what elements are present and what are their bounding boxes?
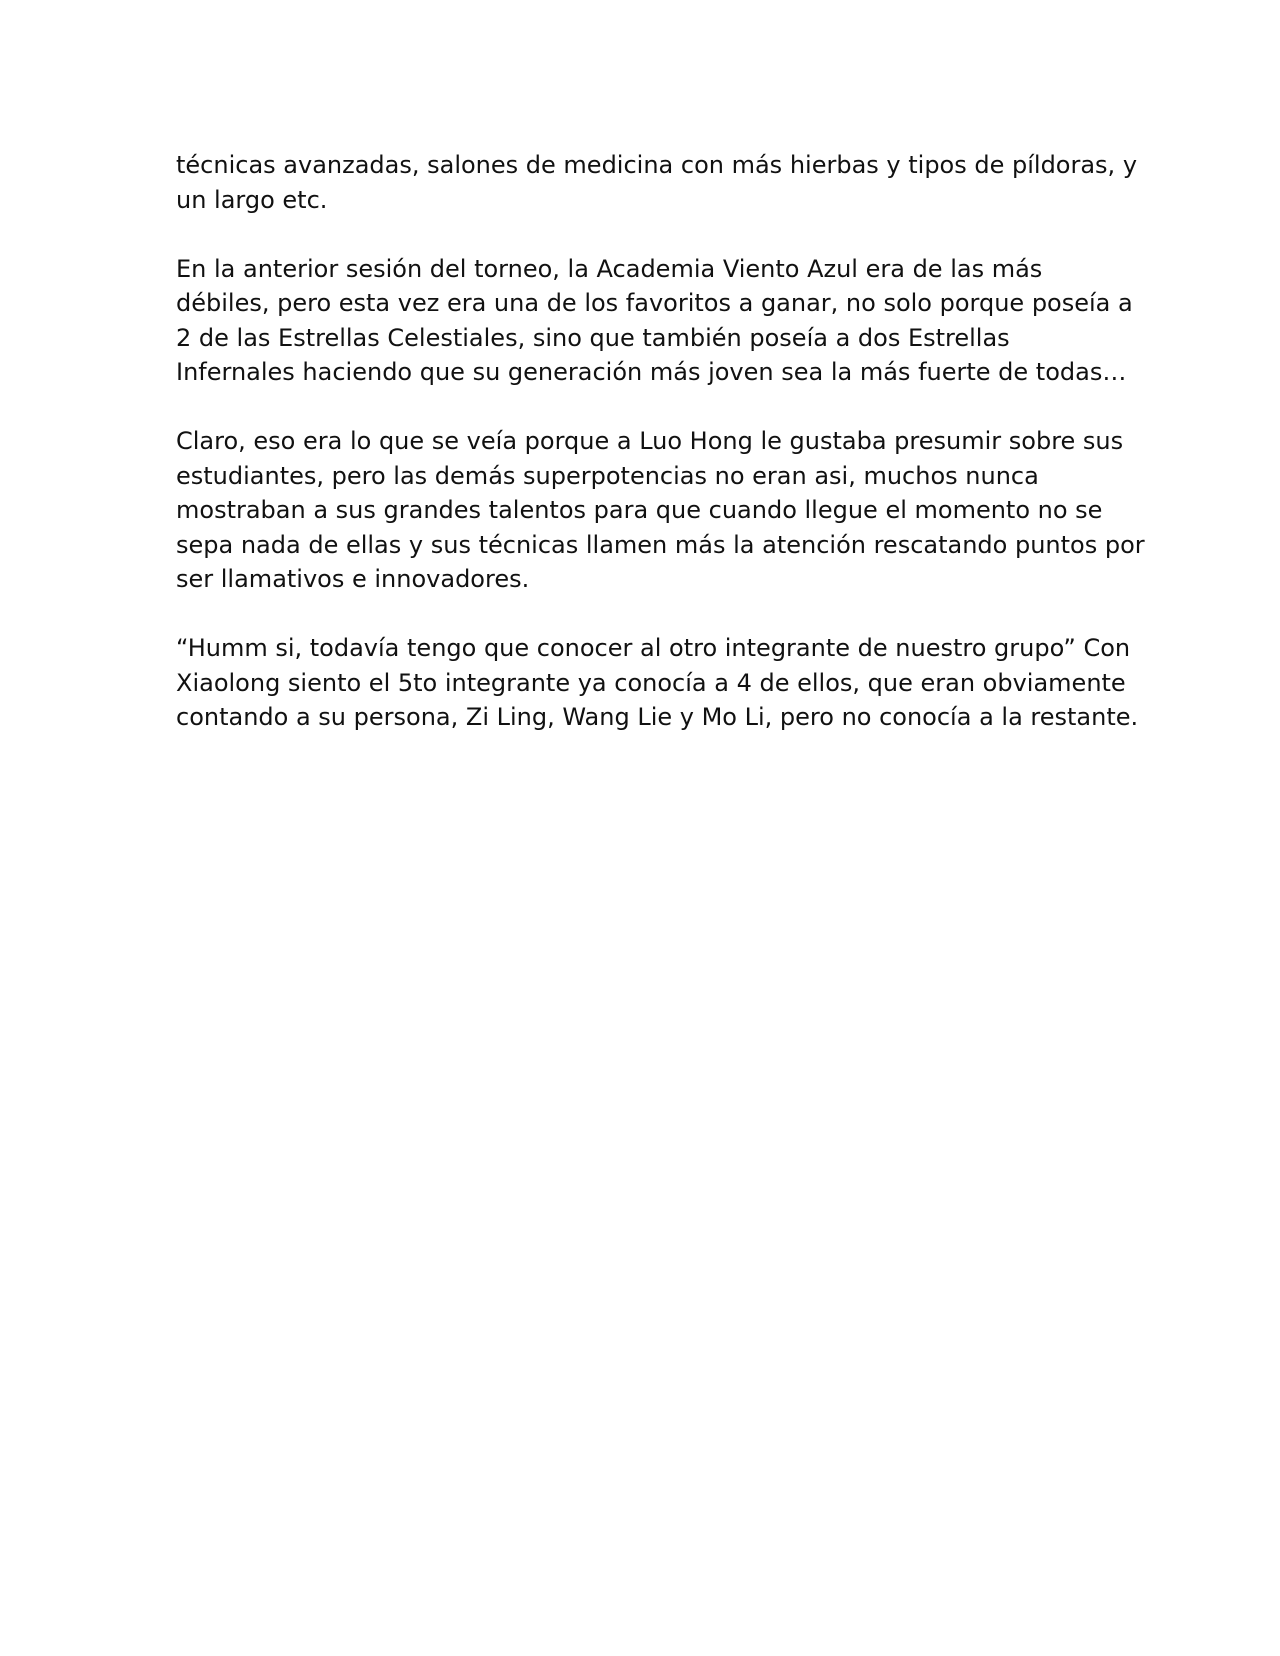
text-line: Xiaolong siento el 5to integrante ya conocía a 4 de ellos, que eran obviamente bbox=[176, 668, 1126, 697]
text-line: Infernales haciendo que su generación más joven sea la más fuerte de todas… bbox=[176, 358, 1127, 386]
text-line: estudiantes, pero las demás superpotencias no eran asi, muchos nunca bbox=[176, 461, 1039, 490]
text-line: 2 de las Estrellas Celestiales, sino que también poseía a dos Estrellas bbox=[176, 323, 1010, 352]
text-line: débiles, pero esta vez era una de los favoritos a ganar, no solo porque poseía a bbox=[176, 289, 1133, 317]
paragraph-3 bbox=[176, 424, 1145, 597]
text-line: sepa nada de ellas y sus técnicas llamen más la atención rescatando puntos por bbox=[176, 530, 1145, 559]
paragraph-2 bbox=[176, 252, 1133, 390]
paragraph-4 bbox=[176, 631, 1139, 735]
document-body bbox=[176, 148, 1145, 769]
text-line: ser llamativos e innovadores. bbox=[176, 565, 530, 593]
text-line: mostraban a sus grandes talentos para que cuando llegue el momento no se bbox=[176, 496, 1103, 524]
text-line: técnicas avanzadas, salones de medicina con más hierbas y tipos de píldoras, y bbox=[176, 151, 1138, 179]
text-line: contando a su persona, Zi Ling, Wang Lie y Mo Li, pero no conocía a la restante. bbox=[176, 703, 1139, 731]
text-line: un largo etc. bbox=[176, 185, 328, 214]
text-line: “Humm si, todavía tengo que conocer al otro integrante de nuestro grupo” Con bbox=[176, 634, 1131, 662]
text-line: Claro, eso era lo que se veía porque a Luo Hong le gustaba presumir sobre sus bbox=[176, 427, 1124, 455]
paragraph-1 bbox=[176, 148, 1138, 217]
text-line: En la anterior sesión del torneo, la Academia Viento Azul era de las más bbox=[176, 254, 1043, 283]
